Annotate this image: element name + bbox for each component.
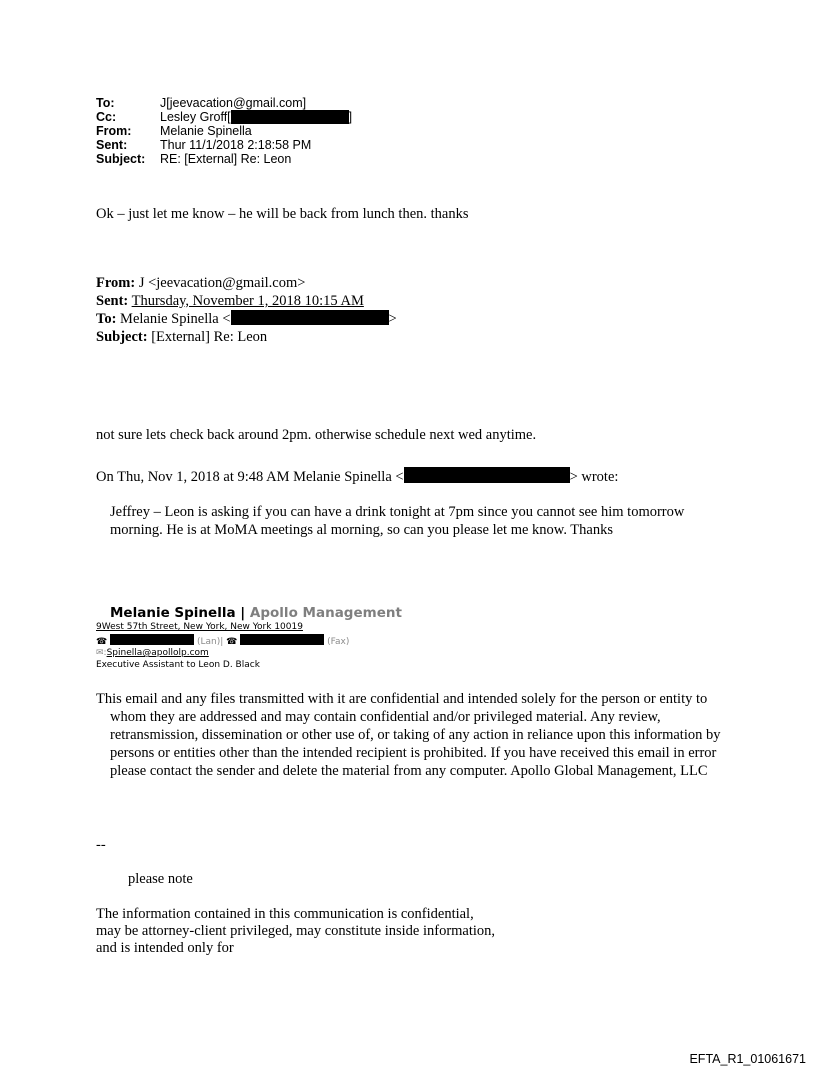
signature-email-link[interactable]: Spinella@apollolp.com [106, 648, 209, 658]
disclaimer: This email and any files transmitted with it are confidential and intended solely for the person or entity to whom they are addressed and may contain confidential and/or privileged material. Any review, retransmission, dissemination or other use of, or taking of any action in reliance upon this information by persons or entities other than the intended recipient is prohibited. If you have received this email in error please contact the sender and delete the material from any computer. Apollo Global Management, LLC [96, 691, 721, 779]
signature-separator: | [235, 605, 250, 621]
phone-icon: ☎ [96, 636, 108, 647]
redaction-box [231, 310, 389, 325]
signature-name-line [96, 604, 402, 622]
signature-title: Executive Assistant to Leon D. Black [96, 659, 260, 670]
original-body: Jeffrey – Leon is asking if you can have a drink tonight at 7pm since you cannot see him tomorrow morning. He is at MoMA meetings al morning, so can you please let me know. Thanks [110, 504, 685, 538]
quoted-from-value: J <jeevacation@gmail.com> [138, 275, 306, 291]
redaction-box [240, 634, 324, 645]
header-subject-row [96, 152, 352, 166]
to-label: To: [96, 96, 115, 110]
quoted-to-row [96, 310, 397, 328]
quoted-subject-row [96, 328, 397, 346]
sent-label: Sent: [96, 138, 128, 152]
signature-email-line [96, 648, 402, 660]
confidentiality-footer: The information contained in this communication is confidential, may be attorney-client privileged, may constitute inside information, and is intended only for [96, 906, 496, 956]
from-value: Melanie Spinella [160, 124, 252, 138]
on-wrote-suffix: > wrote: [569, 469, 619, 485]
quoted-from-label: From: [96, 275, 136, 291]
document-id: EFTA_R1_01061671 [689, 1052, 806, 1066]
email-header [96, 96, 352, 166]
quoted-sent-label: Sent: [96, 293, 129, 309]
quoted-to-close: > [388, 311, 397, 327]
reply-body: Ok – just let me know – he will be back from lunch then. thanks [96, 206, 469, 222]
signature-company: Apollo Management [249, 605, 402, 621]
signature-name: Melanie Spinella [110, 605, 236, 621]
signature-block [96, 604, 402, 671]
lan-label: (Lan)| [196, 636, 224, 647]
subject-label: Subject: [96, 152, 146, 166]
phone-icon: ☎ [226, 636, 238, 647]
j-body: not sure lets check back around 2pm. otherwise schedule next wed anytime. [96, 427, 537, 443]
redaction-box [404, 467, 570, 483]
cc-label: Cc: [96, 110, 117, 124]
quoted-sent-row [96, 292, 397, 310]
cc-value: Lesley Groff[ [160, 110, 231, 124]
header-sent-row [96, 138, 352, 152]
on-wrote-prefix: On Thu, Nov 1, 2018 at 9:48 AM Melanie Spinella < [96, 469, 404, 485]
please-note: please note [128, 871, 193, 887]
to-value: J[jeevacation@gmail.com] [160, 96, 307, 110]
quoted-to-value: Melanie Spinella < [120, 311, 231, 327]
header-cc-row [96, 110, 352, 124]
fax-label: (Fax) [327, 636, 350, 647]
quoted-subject-label: Subject: [96, 329, 148, 345]
from-label: From: [96, 124, 132, 138]
cc-close: ] [348, 110, 353, 124]
quoted-sent-value: Thursday, November 1, 2018 10:15 AM [131, 293, 364, 309]
quoted-subject-value: [External] Re: Leon [151, 329, 268, 345]
sent-value: Thur 11/1/2018 2:18:58 PM [160, 138, 312, 152]
email-icon: ✉: [96, 648, 107, 658]
quoted-header [96, 274, 397, 346]
redaction-box [231, 110, 349, 124]
quoted-to-label: To: [96, 311, 117, 327]
signature-phone-line [96, 634, 402, 649]
header-to-row [96, 96, 352, 110]
subject-value: RE: [External] Re: Leon [160, 152, 292, 166]
header-from-row [96, 124, 352, 138]
separator-dashes: -- [96, 837, 106, 853]
redaction-box [110, 634, 194, 645]
on-wrote-line [96, 467, 618, 486]
quoted-from-row [96, 274, 397, 292]
signature-address: 9West 57th Street, New York, New York 10019 [96, 622, 303, 632]
